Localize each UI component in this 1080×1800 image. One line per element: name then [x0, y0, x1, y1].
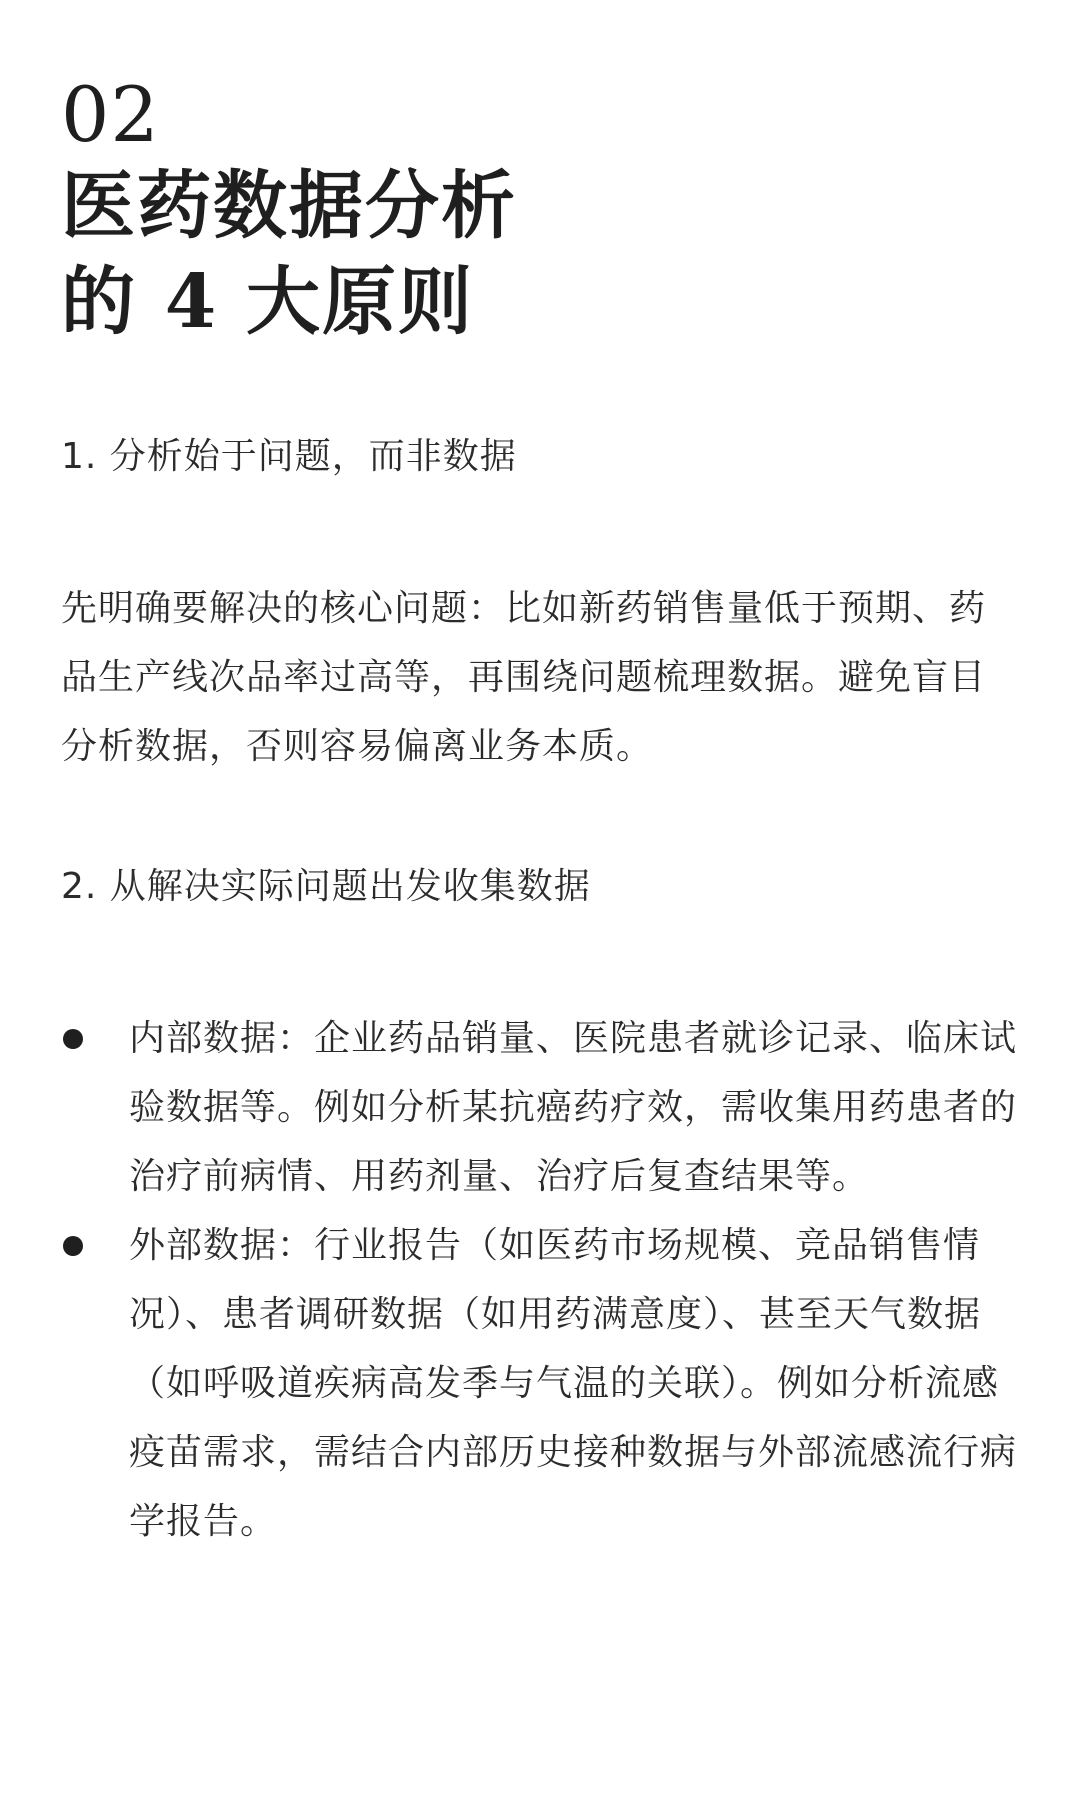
bullet-dot-icon — [63, 1029, 83, 1049]
section-paragraph-1: 先明确要解决的核心问题：比如新药销售量低于预期、药品生产线次品率过高等，再围绕问题梳理数据。避免盲目分析数据，否则容易偏离业务本质。 — [61, 588, 987, 767]
article-page — [61, 0, 1021, 1800]
page-title-line-1: 医药数据分析 — [61, 163, 517, 249]
bullet-text-external-data: 外部数据：行业报告（如医药市场规模、竞品销售情况）、患者调研数据（如用药满意度）、甚至天气数据（如呼吸道疾病高发季与气温的关联）。例如分析流感疫苗需求，需结合内部历史接种数据与外部流感流行病学报告。 — [129, 1225, 1018, 1542]
bullet-dot-icon — [63, 1236, 83, 1256]
section-heading-1: 1. 分析始于问题，而非数据 — [61, 436, 517, 477]
title-block — [61, 72, 517, 350]
list-item — [61, 1004, 1021, 1211]
list-item — [61, 1211, 1021, 1556]
bullet-list — [61, 1004, 1021, 1556]
section-number: 02 — [61, 70, 160, 159]
page-title-line-2: 的 4 大原则 — [61, 259, 475, 345]
section-heading-2: 2. 从解决实际问题出发收集数据 — [61, 866, 591, 907]
bullet-text-internal-data: 内部数据：企业药品销量、医院患者就诊记录、临床试验数据等。例如分析某抗癌药疗效，需收集用药患者的治疗前病情、用药剂量、治疗后复查结果等。 — [129, 1018, 1018, 1197]
